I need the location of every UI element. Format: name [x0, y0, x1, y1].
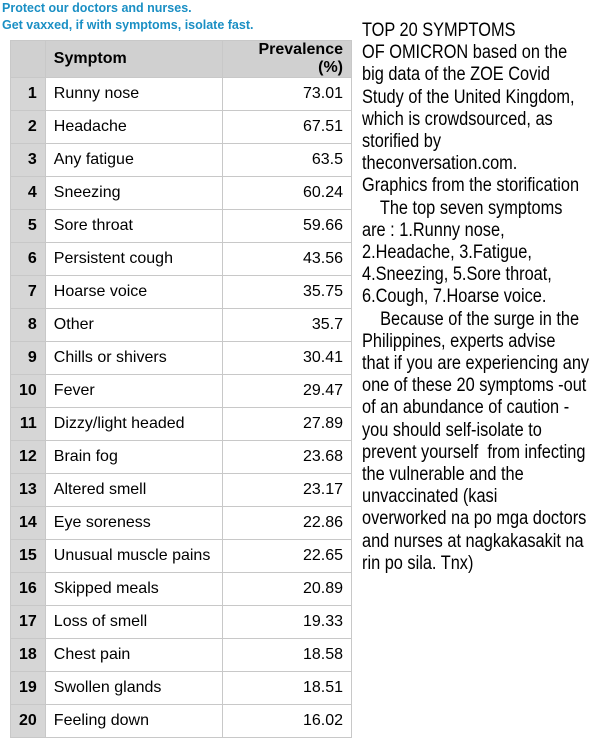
- rank-cell: 16: [11, 573, 46, 606]
- table-row: [11, 573, 352, 606]
- text-line: which is crowdsourced, as: [362, 108, 553, 130]
- prevalence-cell: 23.68: [223, 441, 352, 474]
- prevalence-cell: 59.66: [223, 210, 352, 243]
- prevalence-cell: 20.89: [223, 573, 352, 606]
- prevalence-cell: 29.47: [223, 375, 352, 408]
- rank-cell: 5: [11, 210, 46, 243]
- text-line: 4.Sneezing, 5.Sore throat,: [362, 264, 552, 286]
- rank-cell: 10: [11, 375, 46, 408]
- table-row: [11, 507, 352, 540]
- prevalence-cell: 18.58: [223, 639, 352, 672]
- rank-cell: 15: [11, 540, 46, 573]
- text-line: OF OMICRON based on the: [362, 42, 568, 64]
- table-row: [11, 276, 352, 309]
- header-symptom: Symptom: [45, 41, 222, 78]
- text-line: of an abundance of caution -: [362, 397, 570, 419]
- prevalence-cell: 30.41: [223, 342, 352, 375]
- text-line: you should self-isolate to: [362, 419, 542, 441]
- description-text: [362, 20, 614, 575]
- prevalence-cell: 27.89: [223, 408, 352, 441]
- prevalence-cell: 35.75: [223, 276, 352, 309]
- symptom-cell: Feeling down: [45, 705, 222, 738]
- symptom-cell: Chest pain: [45, 639, 222, 672]
- table-row: [11, 111, 352, 144]
- rank-cell: 14: [11, 507, 46, 540]
- prevalence-cell: 35.7: [223, 309, 352, 342]
- rank-cell: 7: [11, 276, 46, 309]
- banner: [2, 0, 253, 34]
- table-row: [11, 177, 352, 210]
- table-row: [11, 309, 352, 342]
- banner-line: Get vaxxed, if with symptoms, isolate fast.: [2, 18, 254, 32]
- symptom-cell: Brain fog: [45, 441, 222, 474]
- table-row: [11, 474, 352, 507]
- rank-cell: 11: [11, 408, 46, 441]
- prevalence-cell: 43.56: [223, 243, 352, 276]
- prevalence-cell: 23.17: [223, 474, 352, 507]
- symptom-cell: Headache: [45, 111, 222, 144]
- header-prevalence: Prevalence (%): [223, 41, 352, 78]
- text-line: rin po sila. Tnx): [362, 552, 474, 574]
- symptom-cell: Dizzy/light headed: [45, 408, 222, 441]
- rank-cell: 9: [11, 342, 46, 375]
- prevalence-cell: 73.01: [223, 78, 352, 111]
- symptom-cell: Sore throat: [45, 210, 222, 243]
- table-row: [11, 441, 352, 474]
- prevalence-cell: 16.02: [223, 705, 352, 738]
- table-row: [11, 210, 352, 243]
- rank-cell: 12: [11, 441, 46, 474]
- rank-cell: 2: [11, 111, 46, 144]
- text-line: unvaccinated (kasi: [362, 486, 498, 508]
- table-row: [11, 144, 352, 177]
- table-row: [11, 342, 352, 375]
- rank-cell: 17: [11, 606, 46, 639]
- rank-cell: 18: [11, 639, 46, 672]
- text-line: Study of the United Kingdom,: [362, 86, 575, 108]
- symptom-cell: Hoarse voice: [45, 276, 222, 309]
- prevalence-cell: 22.86: [223, 507, 352, 540]
- table-row: [11, 672, 352, 705]
- symptom-cell: Loss of smell: [45, 606, 222, 639]
- symptom-cell: Fever: [45, 375, 222, 408]
- text-line: storified by: [362, 131, 442, 153]
- table-row: [11, 243, 352, 276]
- text-line: that if you are experiencing any: [362, 353, 590, 375]
- symptom-cell: Skipped meals: [45, 573, 222, 606]
- rank-cell: 13: [11, 474, 46, 507]
- banner-line: Protect our doctors and nurses.: [2, 1, 192, 15]
- symptom-cell: Sneezing: [45, 177, 222, 210]
- rank-cell: 4: [11, 177, 46, 210]
- text-line: big data of the ZOE Covid: [362, 64, 551, 86]
- text-line: TOP 20 SYMPTOMS: [362, 20, 516, 41]
- table-row: [11, 639, 352, 672]
- text-line: prevent yourself from infecting: [362, 441, 586, 463]
- text-line: overworked na po mga doctors: [362, 508, 587, 530]
- text-line: Because of the surge in the: [362, 308, 580, 330]
- rank-cell: 20: [11, 705, 46, 738]
- symptom-cell: Eye soreness: [45, 507, 222, 540]
- symptom-cell: Other: [45, 309, 222, 342]
- rank-cell: 3: [11, 144, 46, 177]
- prevalence-cell: 22.65: [223, 540, 352, 573]
- symptom-cell: Chills or shivers: [45, 342, 222, 375]
- symptom-cell: Any fatigue: [45, 144, 222, 177]
- prevalence-cell: 60.24: [223, 177, 352, 210]
- text-line: one of these 20 symptoms -out: [362, 375, 587, 397]
- text-line: Graphics from the storification: [362, 175, 580, 197]
- table-row: [11, 705, 352, 738]
- header-rank: [11, 41, 46, 78]
- symptom-cell: Unusual muscle pains: [45, 540, 222, 573]
- rank-cell: 1: [11, 78, 46, 111]
- table-header-row: [11, 41, 352, 78]
- prevalence-cell: 63.5: [223, 144, 352, 177]
- table-row: [11, 606, 352, 639]
- text-line: are : 1.Runny nose,: [362, 219, 505, 241]
- prevalence-cell: 19.33: [223, 606, 352, 639]
- symptom-cell: Swollen glands: [45, 672, 222, 705]
- text-line: and nurses at nagkakasakit na: [362, 530, 584, 552]
- rank-cell: 6: [11, 243, 46, 276]
- text-line: theconversation.com.: [362, 153, 518, 175]
- text-line: 2.Headache, 3.Fatigue,: [362, 242, 532, 264]
- table-row: [11, 375, 352, 408]
- text-line: The top seven symptoms: [362, 197, 563, 219]
- text-line: the vulnerable and the: [362, 464, 524, 486]
- rank-cell: 8: [11, 309, 46, 342]
- prevalence-cell: 18.51: [223, 672, 352, 705]
- symptom-cell: Altered smell: [45, 474, 222, 507]
- text-line: 6.Cough, 7.Hoarse voice.: [362, 286, 547, 308]
- table-row: [11, 408, 352, 441]
- table-row: [11, 540, 352, 573]
- prevalence-cell: 67.51: [223, 111, 352, 144]
- table-row: [11, 78, 352, 111]
- rank-cell: 19: [11, 672, 46, 705]
- symptom-cell: Persistent cough: [45, 243, 222, 276]
- symptom-cell: Runny nose: [45, 78, 222, 111]
- symptoms-table: [10, 40, 352, 738]
- text-line: Philippines, experts advise: [362, 330, 556, 352]
